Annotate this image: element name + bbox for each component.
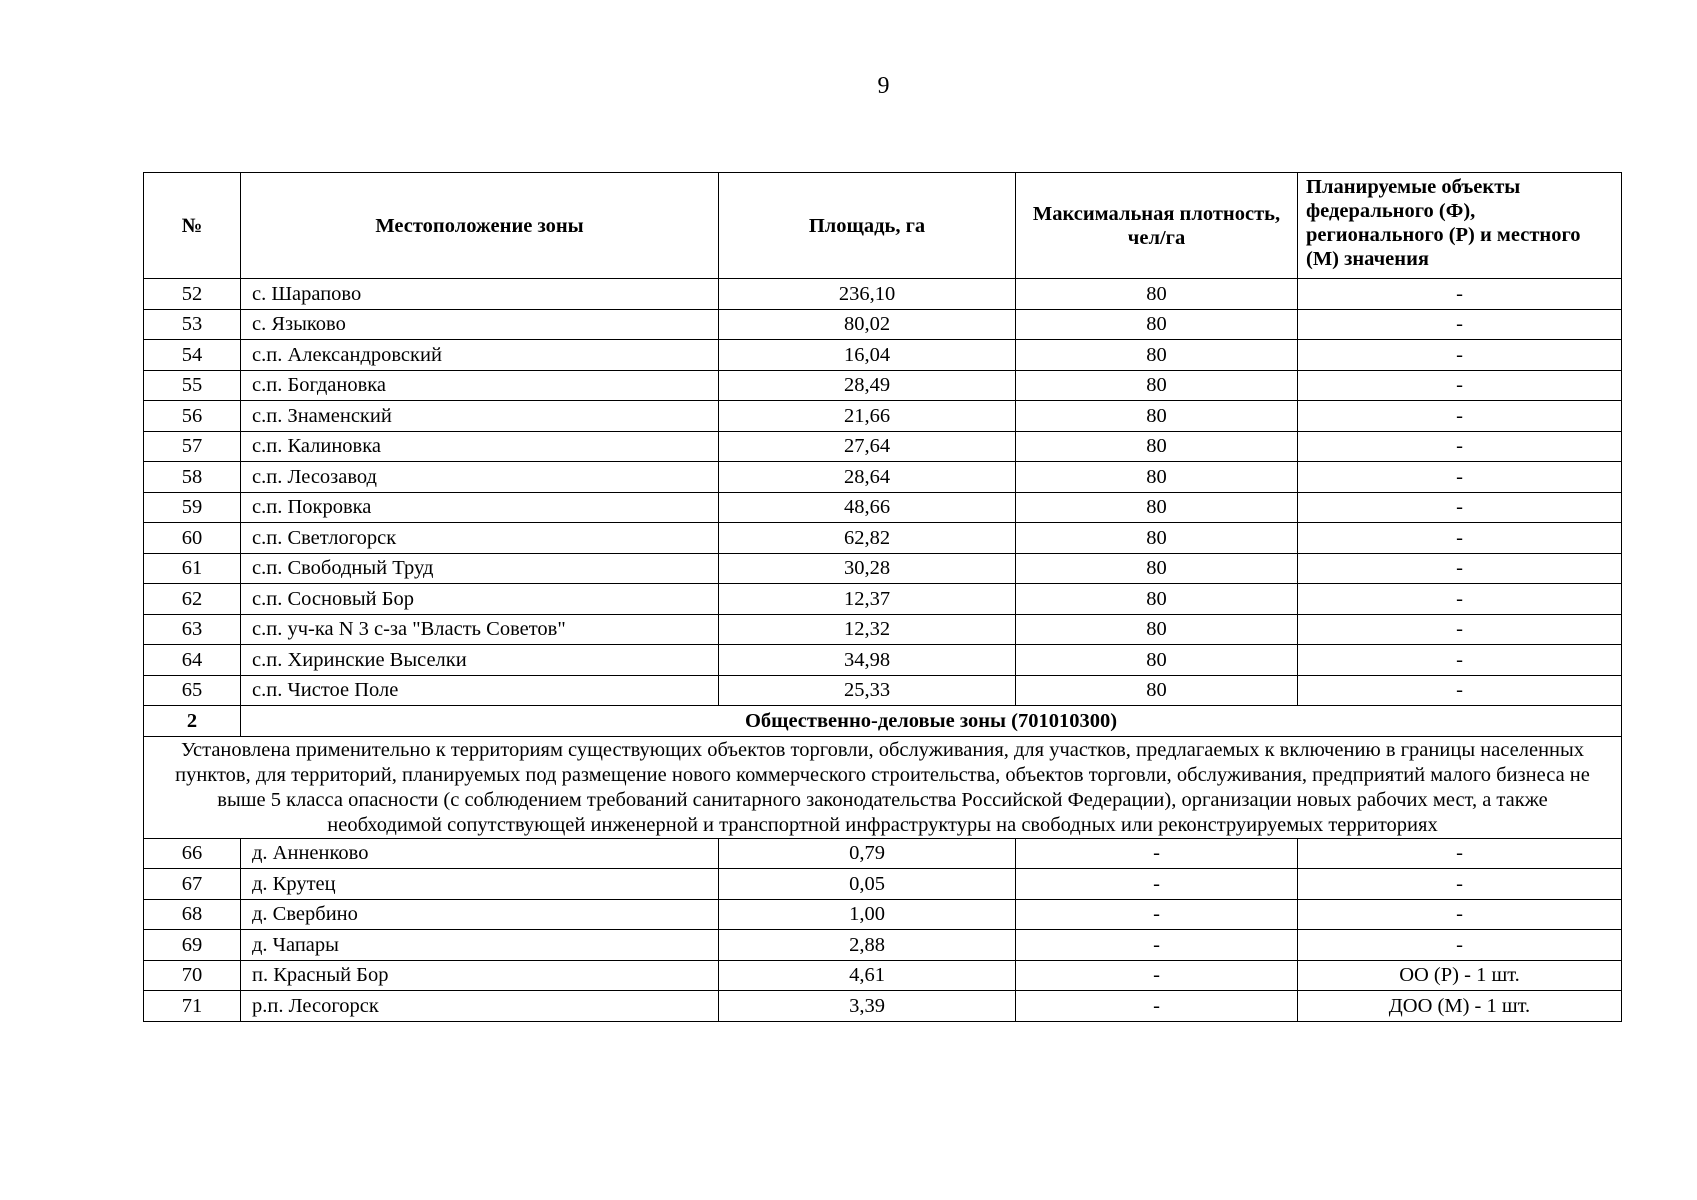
row-area: 27,64	[719, 431, 1016, 462]
row-location: с.п. Свободный Труд	[241, 553, 719, 584]
row-planned-objects: -	[1298, 614, 1622, 645]
row-area: 2,88	[719, 930, 1016, 961]
row-location: с.п. Знаменский	[241, 401, 719, 432]
table-row	[144, 431, 1622, 462]
row-density: -	[1016, 960, 1298, 991]
table-row	[144, 370, 1622, 401]
row-area: 236,10	[719, 279, 1016, 310]
row-density: 80	[1016, 645, 1298, 676]
row-density: 80	[1016, 279, 1298, 310]
row-location: р.п. Лесогорск	[241, 991, 719, 1022]
row-planned-objects: -	[1298, 838, 1622, 869]
table-row	[144, 899, 1622, 930]
row-planned-objects: ОО (Р) - 1 шт.	[1298, 960, 1622, 991]
row-number: 54	[144, 340, 241, 371]
row-location: д. Анненково	[241, 838, 719, 869]
row-location: с. Языково	[241, 309, 719, 340]
row-number: 57	[144, 431, 241, 462]
row-area: 3,39	[719, 991, 1016, 1022]
table-row	[144, 645, 1622, 676]
row-area: 80,02	[719, 309, 1016, 340]
row-number: 67	[144, 869, 241, 900]
table-row	[144, 492, 1622, 523]
row-planned-objects: -	[1298, 401, 1622, 432]
row-number: 61	[144, 553, 241, 584]
row-area: 0,05	[719, 869, 1016, 900]
row-number: 71	[144, 991, 241, 1022]
row-location: с.п. Покровка	[241, 492, 719, 523]
table-row	[144, 462, 1622, 493]
row-area: 62,82	[719, 523, 1016, 554]
row-area: 25,33	[719, 675, 1016, 706]
row-location: с.п. Сосновый Бор	[241, 584, 719, 615]
row-density: -	[1016, 838, 1298, 869]
header-location: Местоположение зоны	[241, 173, 719, 279]
section-number: 2	[144, 706, 241, 737]
row-planned-objects: -	[1298, 462, 1622, 493]
row-density: 80	[1016, 462, 1298, 493]
row-number: 52	[144, 279, 241, 310]
row-number: 55	[144, 370, 241, 401]
row-density: 80	[1016, 675, 1298, 706]
row-planned-objects: ДОО (М) - 1 шт.	[1298, 991, 1622, 1022]
row-location: с.п. уч-ка N 3 с-за "Власть Советов"	[241, 614, 719, 645]
table-row	[144, 869, 1622, 900]
row-location: с.п. Богдановка	[241, 370, 719, 401]
row-density: 80	[1016, 584, 1298, 615]
row-density: 80	[1016, 309, 1298, 340]
row-density: -	[1016, 899, 1298, 930]
row-density: -	[1016, 930, 1298, 961]
row-planned-objects: -	[1298, 899, 1622, 930]
table-body-section	[144, 706, 1622, 839]
row-number: 68	[144, 899, 241, 930]
table-row	[144, 930, 1622, 961]
row-number: 64	[144, 645, 241, 676]
section-row	[144, 706, 1622, 737]
row-planned-objects: -	[1298, 675, 1622, 706]
table-body-business	[144, 838, 1622, 1021]
page-number: 9	[877, 73, 890, 99]
table-row	[144, 553, 1622, 584]
row-number: 70	[144, 960, 241, 991]
row-density: 80	[1016, 340, 1298, 371]
table-row	[144, 309, 1622, 340]
header-number: №	[144, 173, 241, 279]
section-title: Общественно-деловые зоны (701010300)	[241, 706, 1622, 737]
row-location: д. Чапары	[241, 930, 719, 961]
row-planned-objects: -	[1298, 869, 1622, 900]
row-density: 80	[1016, 492, 1298, 523]
table-row	[144, 401, 1622, 432]
row-area: 28,64	[719, 462, 1016, 493]
row-area: 12,37	[719, 584, 1016, 615]
header-area: Площадь, га	[719, 173, 1016, 279]
row-planned-objects: -	[1298, 431, 1622, 462]
row-planned-objects: -	[1298, 523, 1622, 554]
row-number: 59	[144, 492, 241, 523]
table-row	[144, 523, 1622, 554]
row-location: с.п. Калиновка	[241, 431, 719, 462]
row-number: 69	[144, 930, 241, 961]
row-number: 53	[144, 309, 241, 340]
table-row	[144, 614, 1622, 645]
table-header-row	[144, 173, 1622, 279]
row-area: 21,66	[719, 401, 1016, 432]
row-area: 30,28	[719, 553, 1016, 584]
row-planned-objects: -	[1298, 492, 1622, 523]
row-location: п. Красный Бор	[241, 960, 719, 991]
row-density: 80	[1016, 370, 1298, 401]
table-row	[144, 675, 1622, 706]
table-row	[144, 991, 1622, 1022]
row-number: 56	[144, 401, 241, 432]
row-location: с.п. Лесозавод	[241, 462, 719, 493]
row-density: 80	[1016, 401, 1298, 432]
row-planned-objects: -	[1298, 309, 1622, 340]
row-location: с. Шарапово	[241, 279, 719, 310]
row-location: с.п. Александровский	[241, 340, 719, 371]
row-planned-objects: -	[1298, 370, 1622, 401]
table-row	[144, 279, 1622, 310]
row-location: с.п. Чистое Поле	[241, 675, 719, 706]
row-area: 16,04	[719, 340, 1016, 371]
row-density: 80	[1016, 523, 1298, 554]
table-row	[144, 340, 1622, 371]
row-planned-objects: -	[1298, 584, 1622, 615]
row-planned-objects: -	[1298, 279, 1622, 310]
row-density: 80	[1016, 614, 1298, 645]
row-planned-objects: -	[1298, 645, 1622, 676]
header-density: Максимальная плотность, чел/га	[1016, 173, 1298, 279]
section-note: Установлена применительно к территориям существующих объектов торговли, обслуживания, для участков, предлагаемых к включению в границы населенных пунктов, для территорий, планируемых под размещение нового коммерческого строительства, объектов торговли, обслуживания, предприятий малого бизнеса не выше 5 класса опасности (с соблюдением требований санитарного законодательства Российской Федерации), организации новых рабочих мест, а также необходимой сопутствующей инженерной и транспортной инфраструктуры на свободных или реконструируемых территориях	[144, 736, 1622, 838]
row-area: 28,49	[719, 370, 1016, 401]
row-area: 34,98	[719, 645, 1016, 676]
row-location: д. Крутец	[241, 869, 719, 900]
row-number: 62	[144, 584, 241, 615]
row-density: -	[1016, 869, 1298, 900]
row-number: 65	[144, 675, 241, 706]
row-area: 12,32	[719, 614, 1016, 645]
row-planned-objects: -	[1298, 340, 1622, 371]
row-number: 63	[144, 614, 241, 645]
row-number: 60	[144, 523, 241, 554]
table-row	[144, 960, 1622, 991]
header-planned-objects: Планируемые объекты федерального (Ф), регионального (Р) и местного (М) значения	[1298, 173, 1622, 279]
row-density: 80	[1016, 431, 1298, 462]
section-note-row	[144, 736, 1622, 838]
row-area: 48,66	[719, 492, 1016, 523]
row-area: 0,79	[719, 838, 1016, 869]
row-number: 58	[144, 462, 241, 493]
zones-table	[143, 172, 1622, 1022]
row-area: 4,61	[719, 960, 1016, 991]
table-row	[144, 838, 1622, 869]
row-number: 66	[144, 838, 241, 869]
row-planned-objects: -	[1298, 930, 1622, 961]
row-location: д. Свербино	[241, 899, 719, 930]
row-location: с.п. Хиринские Выселки	[241, 645, 719, 676]
row-density: 80	[1016, 553, 1298, 584]
table-body-residential	[144, 279, 1622, 706]
row-density: -	[1016, 991, 1298, 1022]
row-planned-objects: -	[1298, 553, 1622, 584]
table-row	[144, 584, 1622, 615]
row-area: 1,00	[719, 899, 1016, 930]
row-location: с.п. Светлогорск	[241, 523, 719, 554]
